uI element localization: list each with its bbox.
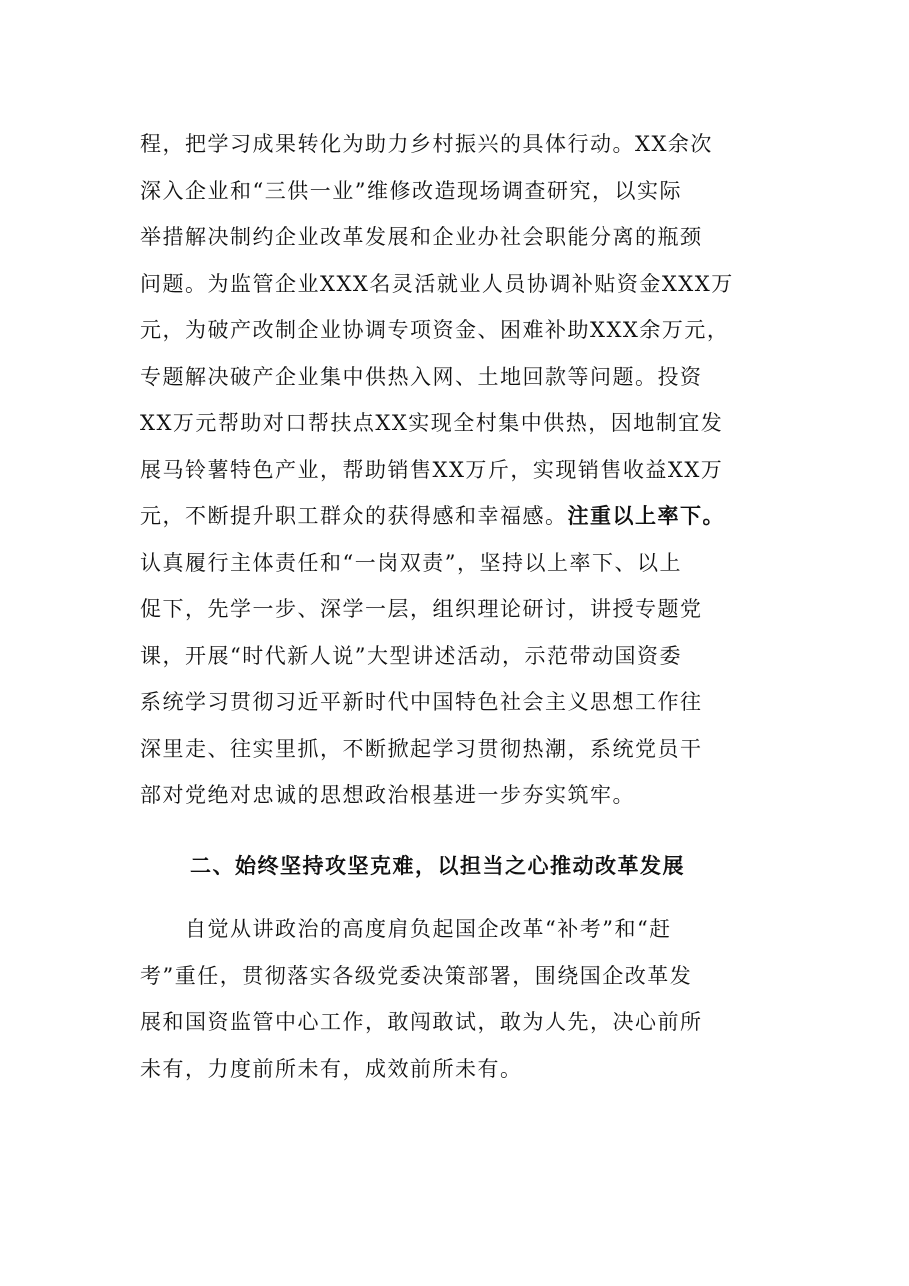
text-line: 元，为破产改制企业协调专项资金、困难补助XXX余万元， [140, 318, 730, 342]
paragraph-body-1 [140, 121, 780, 819]
section-heading: 二、始终坚持攻坚克难，以担当之心推动改革发展 [190, 854, 685, 878]
text-line: 未有，力度前所未有，成效前所未有。 [140, 1056, 523, 1081]
text-line: 举措解决制约企业改革发展和企业办社会职能分离的瓶颈 [140, 225, 703, 249]
text-line: 问题。为监管企业XXX名灵活就业人员协调补贴资金XXX万 [140, 271, 734, 296]
text-normal: 元，不断提升职工群众的获得感和幸福感。 [140, 504, 568, 528]
text-line: XX万元帮助对口帮扶点XX实现全村集中供热，因地制宜发 [140, 411, 724, 435]
text-line: 课，开展“时代新人说”大型讲述活动，示范带动国资委 [140, 643, 682, 668]
text-line: 展马铃薯特色产业，帮助销售XX万斤，实现销售收益XX万 [140, 457, 724, 482]
text-line: 深里走、往实里抓，不断掀起学习贯彻热潮，系统党员干 [140, 736, 703, 761]
text-line: 系统学习贯彻习近平新时代中国特色社会主义思想工作往 [140, 690, 703, 714]
text-line: 考”重任，贯彻落实各级党委决策部署，围绕国企改革发 [140, 963, 693, 988]
text-line: 部对党绝对忠诚的思想政治根基进一步夯实筑牢。 [140, 783, 635, 807]
bold-subheading: 注重以上率下。 [567, 504, 725, 528]
text-line: 程，把学习成果转化为助力乡村振兴的具体行动。XX余次 [140, 132, 713, 156]
text-line: 专题解决破产企业集中供热入网、土地回款等问题。投资 [140, 364, 703, 389]
text-line: 促下，先学一步、深学一层，组织理论研讨，讲授专题党 [140, 597, 703, 621]
paragraph-body-2 [140, 906, 780, 1092]
text-line: 自觉从讲政治的高度肩负起国企改革“补考”和“赶 [140, 917, 672, 941]
text-line: 认真履行主体责任和“一岗双责”，坚持以上率下、以上 [140, 550, 682, 575]
text-line: 深入企业和“三供一业”维修改造现场调查研究，以实际 [140, 178, 682, 203]
text-line: 展和国资监管中心工作，敢闯敢试，敢为人先，决心前所 [140, 1010, 703, 1034]
text-line-mixed [140, 493, 780, 540]
